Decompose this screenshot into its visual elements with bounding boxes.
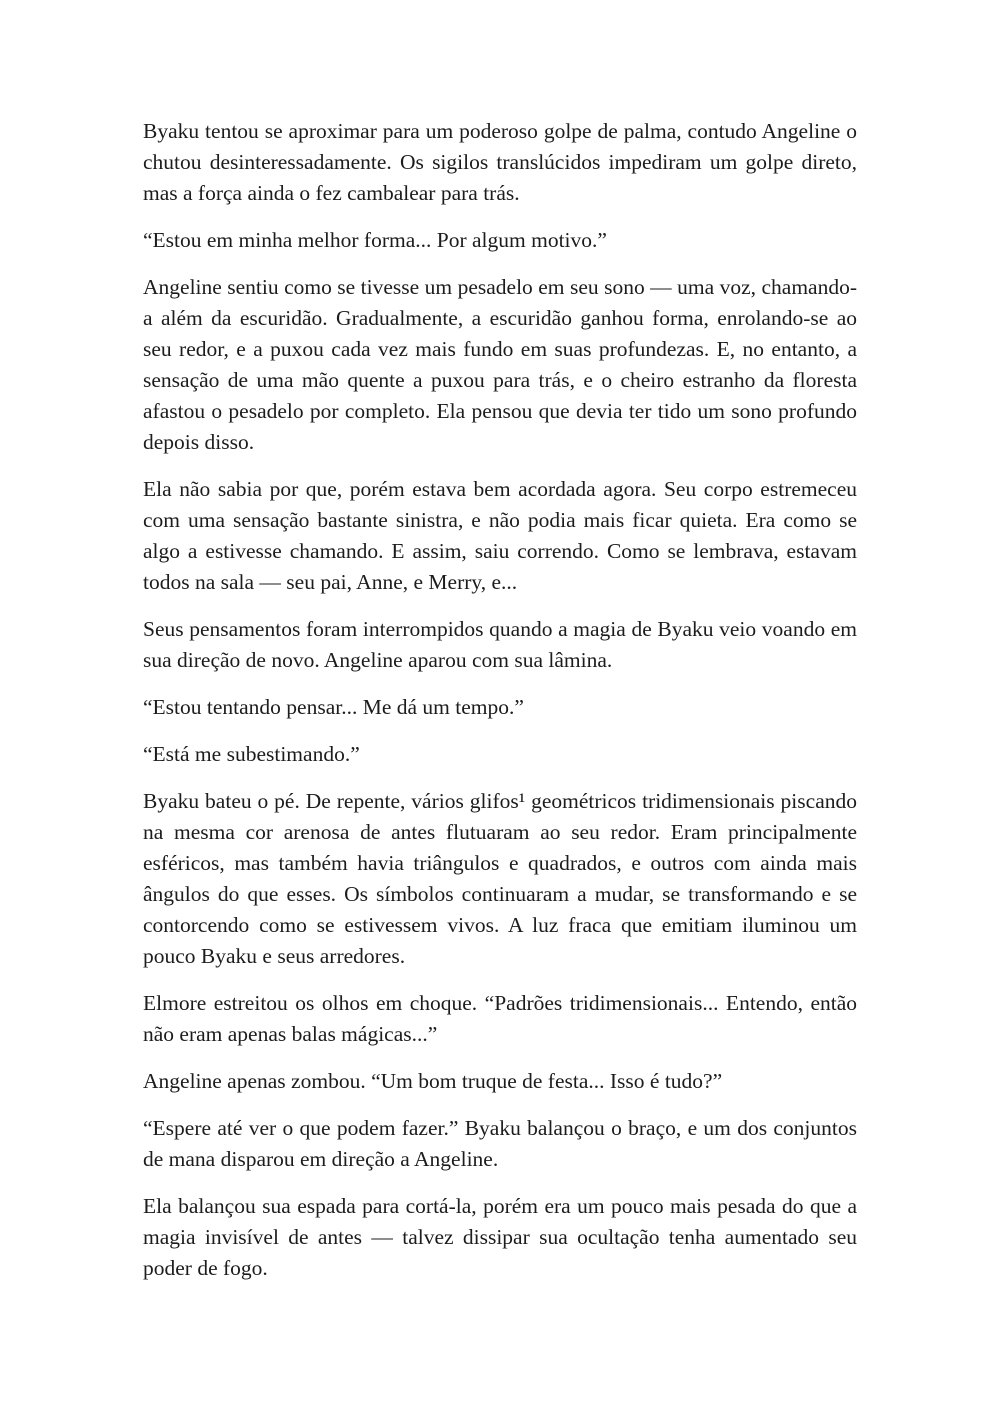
paragraph-8: Byaku bateu o pé. De repente, vários glifos¹ geométricos tridimensionais piscando na mesma cor arenosa de antes flutuaram ao seu redor. Eram principalmente esféricos, mas também havia triângulos e quadrados, e outros com ainda mais ângulos do que esses. Os símbolos continuaram a mudar, se transformando e se contorcendo como se estivessem vivos. A luz fraca que emitiam iluminou um pouco Byaku e seus arredores. xyxy=(143,789,857,968)
document-page xyxy=(143,116,857,1300)
paragraph-5: Seus pensamentos foram interrompidos quando a magia de Byaku veio voando em sua direção de novo. Angeline aparou com sua lâmina. xyxy=(143,617,857,672)
paragraph-7: “Está me subestimando.” xyxy=(143,742,360,766)
paragraph-3: Angeline sentiu como se tivesse um pesadelo em seu sono — uma voz, chamando-a além da escuridão. Gradualmente, a escuridão ganhou forma, enrolando-se ao seu redor, e a puxou cada vez mais fundo em suas profundezas. E, no entanto, a sensação de uma mão quente a puxou para trás, e o cheiro estranho da floresta afastou o pesadelo por completo. Ela pensou que devia ter tido um sono profundo depois disso. xyxy=(143,275,857,454)
paragraph-10: Angeline apenas zombou. “Um bom truque de festa... Isso é tudo?” xyxy=(143,1069,723,1093)
paragraph-1: Byaku tentou se aproximar para um poderoso golpe de palma, contudo Angeline o chutou desinteressadamente. Os sigilos translúcidos impediram um golpe direto, mas a força ainda o fez cambalear para trás. xyxy=(143,119,857,205)
paragraph-2: “Estou em minha melhor forma... Por algum motivo.” xyxy=(143,228,607,252)
paragraph-4: Ela não sabia por que, porém estava bem acordada agora. Seu corpo estremeceu com uma sensação bastante sinistra, e não podia mais ficar quieta. Era como se algo a estivesse chamando. E assim, saiu correndo. Como se lembrava, estavam todos na sala — seu pai, Anne, e Merry, e... xyxy=(143,477,857,594)
paragraph-12: Ela balançou sua espada para cortá-la, porém era um pouco mais pesada do que a magia invisível de antes — talvez dissipar sua ocultação tenha aumentado seu poder de fogo. xyxy=(143,1194,857,1280)
paragraph-6: “Estou tentando pensar... Me dá um tempo.” xyxy=(143,695,524,719)
paragraph-11: “Espere até ver o que podem fazer.” Byaku balançou o braço, e um dos conjuntos de mana disparou em direção a Angeline. xyxy=(143,1116,857,1171)
paragraph-9: Elmore estreitou os olhos em choque. “Padrões tridimensionais... Entendo, então não eram apenas balas mágicas...” xyxy=(143,991,857,1046)
